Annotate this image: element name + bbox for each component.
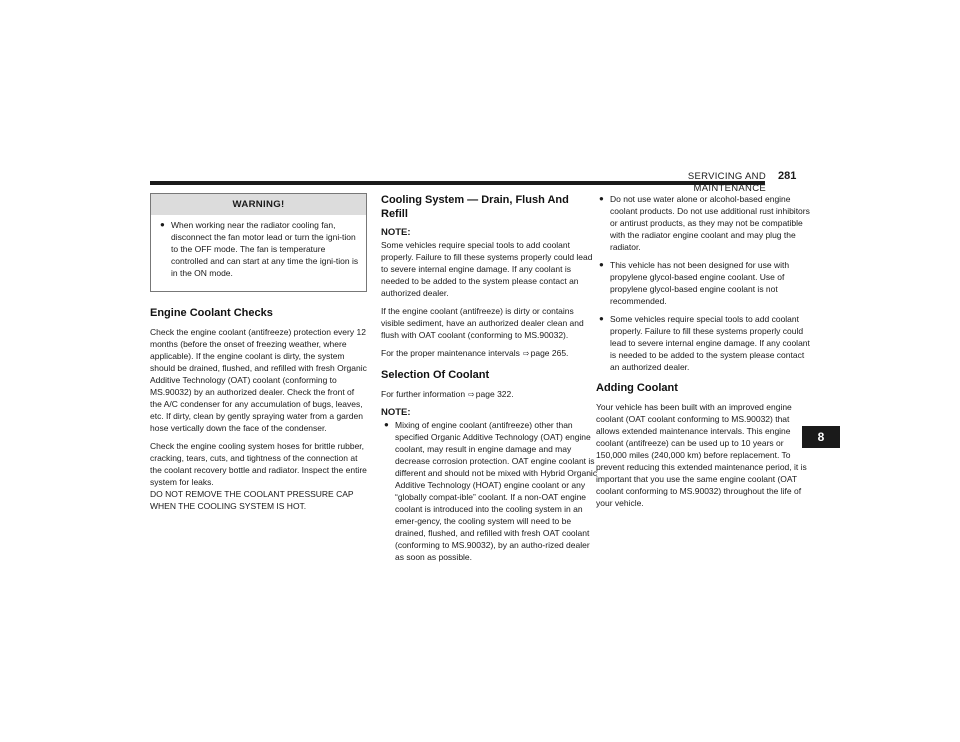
list-item-text: Do not use water alone or alcohol-based engine coolant products. Do not use additional rust inhibitors or antirust products, as they may not be compatible with the radiator engine coolant and may plug the radiator. — [610, 194, 810, 252]
column-right — [596, 193, 813, 515]
warning-item — [157, 219, 360, 279]
engine-coolant-checks-paragraph: Check the engine coolant (antifreeze) protection every 12 months (before the onset of freezing weather, where applicable). If the engine coolant is dirty, the system should be drained, flushed, and refilled with fresh Organic Additive Technology (OAT) coolant (conforming to MS.90032) by an authorized dealer. Check the front of the A/C condenser for any accumulation of bugs, leaves, etc. If dirty, clean by gently spraying water from a garden hose vertically down the face of the condenser. — [150, 327, 367, 433]
list-item — [596, 259, 813, 307]
note-label: NOTE: — [381, 407, 411, 418]
adding-coolant-paragraph: Your vehicle has been built with an improved engine coolant (OAT coolant conforming to MS.90032) that allows extended maintenance intervals. This engine coolant (antifreeze) can be used up to 10 years or 150,000 miles (240,000 km) before replacement. To prevent reducing this extended maintenance period, it is important that you use the same engine coolant (OAT coolant conforming to MS.90032) throughout the life of your vehicle. — [596, 402, 807, 508]
interval-page-link[interactable]: page 265. — [530, 348, 569, 358]
selection-list — [381, 419, 598, 563]
bullet-icon: ● — [160, 220, 165, 229]
selection-of-coolant-heading: Selection Of Coolant — [381, 369, 490, 381]
interval-text: For the proper maintenance intervals — [381, 348, 520, 358]
list-item-text: Some vehicles require special tools to add coolant properly. Failure to fill these systems properly could lead to severe internal engine damage. If any coolant is needed to be added to the system please contact an authorized dealer. — [610, 314, 810, 372]
engine-coolant-checks-heading: Engine Coolant Checks — [150, 307, 273, 319]
page-reference-arrow-icon: ⇨ — [522, 349, 530, 358]
list-item — [596, 313, 813, 373]
note-label: NOTE: — [381, 227, 411, 238]
selection-list-continued — [596, 193, 813, 373]
drain-flush-refill-heading: Cooling System — Drain, Flush And Refill — [381, 194, 569, 220]
warning-item-text: When working near the radiator cooling fan, disconnect the fan motor lead or turn the igni-tion to the OFF mode. The fan is temperature controlled and can start at any time the igni-tion is in the ON mode. — [171, 220, 359, 278]
column-left — [150, 193, 367, 518]
bullet-icon: ● — [599, 194, 604, 203]
adding-coolant-heading: Adding Coolant — [596, 382, 678, 394]
bullet-icon: ● — [599, 260, 604, 269]
drain-note-text: Some vehicles require special tools to add coolant properly. Failure to fill these systems properly could lead to severe internal engine damage. If any coolant is needed to be added to the system please contact an authorized dealer. — [381, 240, 593, 298]
warning-box — [150, 193, 367, 292]
pressure-cap-caution: DO NOT REMOVE THE COOLANT PRESSURE CAP WHEN THE COOLING SYSTEM IS HOT. — [150, 489, 354, 511]
warning-title: WARNING! — [151, 194, 366, 215]
list-item — [381, 419, 598, 563]
bullet-icon: ● — [384, 420, 389, 429]
info-text: For further information — [381, 389, 466, 399]
chapter-tab: 8 — [802, 426, 840, 448]
list-item-text: Mixing of engine coolant (antifreeze) other than specified Organic Additive Technology (OAT) engine coolant, may result in engine damage and may decrease corrosion protection. OAT engine coolant is different and should not be mixed with Hybrid Organic Additive Technology (HOAT) engine coolant or any “globally compat-ible” coolant. If a non-OAT engine coolant is introduced into the cooling system in an emer-gency, the cooling system will need to be drained, flushed, and refilled with fresh OAT coolant (conforming to MS.90032), by an autho-rized dealer as soon as possible. — [395, 420, 598, 562]
list-item-text: This vehicle has not been designed for use with propylene glycol-based engine coolant. Use of propylene glycol-based engine coolant is not recommended. — [610, 260, 790, 306]
page-number: 281 — [778, 170, 797, 182]
column-middle — [381, 193, 598, 569]
cooling-hoses-paragraph — [150, 440, 367, 512]
drain-paragraph: If the engine coolant (antifreeze) is dirty or contains visible sediment, have an authorized dealer clean and flush with OAT coolant (conforming to MS.90032). — [381, 306, 584, 340]
info-page-link[interactable]: page 322. — [475, 389, 514, 399]
section-title: SERVICING AND MAINTENANCE — [687, 171, 766, 194]
page-reference-arrow-icon: ⇨ — [468, 390, 475, 399]
further-information-reference — [381, 388, 598, 401]
warning-list — [151, 215, 366, 291]
list-item — [596, 193, 813, 253]
bullet-icon: ● — [599, 314, 604, 323]
maintenance-interval-reference — [381, 347, 598, 360]
cooling-hoses-text: Check the engine cooling system hoses for brittle rubber, cracking, tears, cuts, and tightness of the connection at the coolant recovery bottle and radiator. Inspect the entire system for leaks. — [150, 441, 367, 487]
